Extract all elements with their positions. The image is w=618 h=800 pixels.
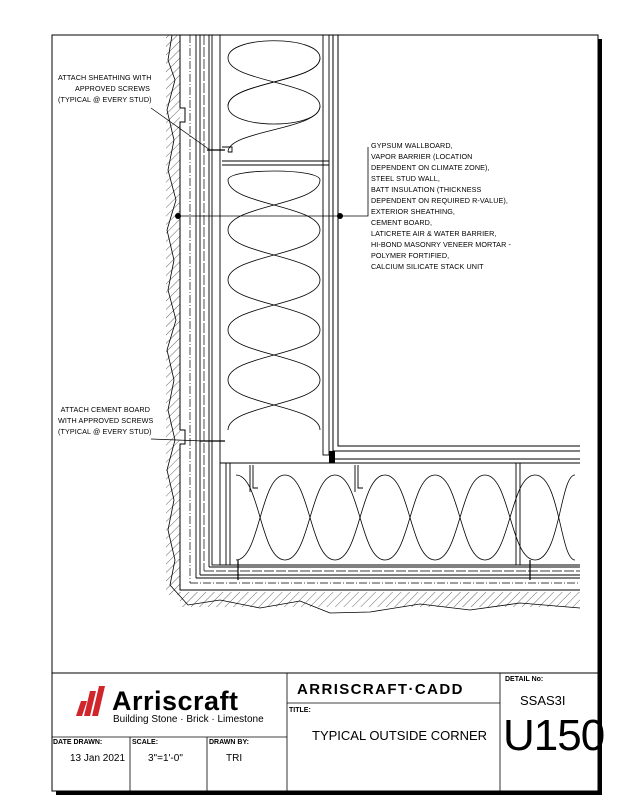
note-line: APPROVED SCREWS: [75, 84, 150, 93]
leader-dot-left: [175, 213, 181, 219]
note-line: BATT INSULATION (THICKNESS: [371, 185, 482, 194]
note-line: STEEL STUD WALL,: [371, 174, 440, 183]
note-line: DEPENDENT ON REQUIRED R-VALUE),: [371, 196, 509, 205]
detail-number: U150: [503, 711, 605, 760]
leader-dot-right: [337, 213, 343, 219]
date-drawn-value: 13 Jan 2021: [70, 753, 126, 764]
drawing-title: TYPICAL OUTSIDE CORNER: [312, 728, 488, 743]
logo-wordmark: Arriscraft: [112, 686, 239, 716]
note-line: (TYPICAL @ EVERY STUD): [58, 95, 152, 104]
note-line: LATICRETE AIR & WATER BARRIER,: [371, 229, 497, 238]
scale-label: SCALE:: [132, 739, 159, 746]
note-line: VAPOR BARRIER (LOCATION: [371, 152, 473, 161]
stone-veneer-bottom: [180, 592, 580, 607]
note-line: WITH APPROVED SCREWS: [58, 416, 154, 425]
logo-tagline: Building Stone · Brick · Limestone: [113, 714, 264, 725]
cadd-title: ARRISCRAFT·CADD: [297, 681, 464, 698]
corner-bead: [329, 451, 335, 463]
date-drawn-label: DATE DRAWN:: [53, 739, 103, 746]
note-wall-assembly: [371, 140, 561, 272]
stone-veneer-left: [166, 35, 180, 595]
note-attach-cement-board: [58, 404, 154, 437]
note-line: GYPSUM WALLBOARD,: [371, 141, 453, 150]
note-line: ATTACH SHEATHING WITH: [58, 73, 152, 82]
note-line: EXTERIOR SHEATHING,: [371, 207, 456, 216]
drawn-by-label: DRAWN BY:: [209, 739, 249, 746]
note-line: (TYPICAL @ EVERY STUD): [58, 427, 152, 436]
note-line: HI-BOND MASONRY VENEER MORTAR -: [371, 240, 511, 249]
note-attach-sheathing: [58, 72, 150, 105]
note-line: CEMENT BOARD,: [371, 218, 433, 227]
note-line: CALCIUM SILICATE STACK UNIT: [371, 262, 484, 271]
scale-value: 3"=1'-0": [148, 753, 183, 764]
drawn-by-value: TRI: [226, 753, 243, 764]
note-line: DEPENDENT ON CLIMATE ZONE),: [371, 163, 490, 172]
detail-number-label: DETAIL No:: [505, 676, 544, 683]
detail-id: SSAS3I: [520, 693, 566, 708]
note-line: POLYMER FORTIFIED,: [371, 251, 450, 260]
title-label: TITLE:: [289, 707, 311, 714]
note-line: ATTACH CEMENT BOARD: [60, 405, 150, 414]
